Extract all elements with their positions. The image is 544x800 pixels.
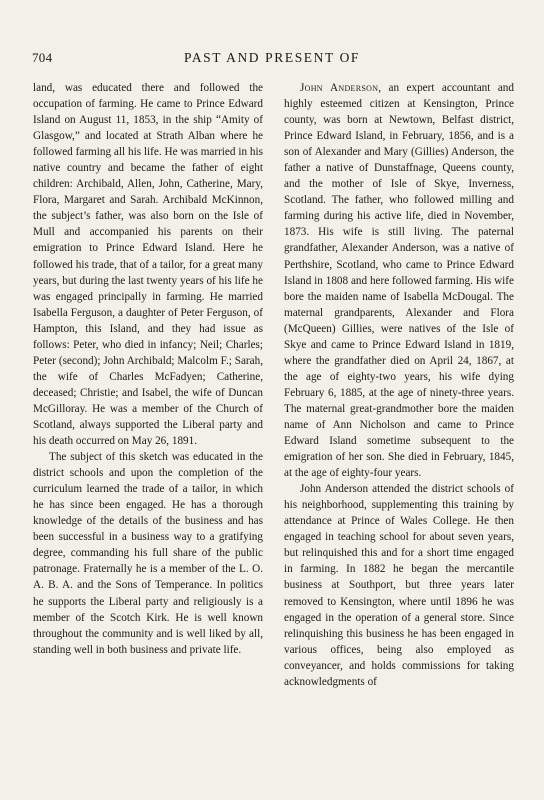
paragraph: John Anderson attended the district schools of his neighborhood, supplementing this training by attendance at Prince of Wales College. He then engaged in teaching school for about seven years, but relinquished this and for a short time engaged in farming. In 1882 he began the mercantile business at Southport, but three years later removed to Kensington, where until 1896 he was engaged in the operation of a general store. Since relinquishing this business he has been engaged in various offices, being also employed as conveyancer, and holds commissions for taking acknowledgments of (284, 483, 514, 688)
left-column (33, 80, 263, 658)
right-column (284, 80, 514, 690)
paragraph (284, 80, 514, 481)
paragraph: The subject of this sketch was educated in the district schools and upon the completion of the curriculum learned the trade of a tailor, in which he has since been engaged. He has a thorough knowledge of the details of the business and has been successful in a business way to a gratifying degree, commanding his full share of the public patronage. Fraternally he is a member of the L. O. A. B. A. and the Sons of Temperance. In politics he supports the Liberal party and religiously is a member of the Scotch Kirk. He is well known throughout the community and is well liked by all, standing well in both business and private life. (33, 451, 263, 656)
paragraph: land, was educated there and followed the occupation of farming. He came to Prince Edward Island on August 11, 1853, in the ship “Amity of Glasgow,” and located at Strath Alban where he followed farming all his life. He was married in his native country and became the father of eight children: Archibald, Allen, John, Catherine, Mary, Flora, Margaret and Sarah. Archibald McKinnon, the subject’s father, was also born on the Isle of Mull and accompanied his parents on their emigration to Prince Edward Island. Here he followed his trade, that of a tailor, for a great many years, but during the last twenty years of his life he was engaged principally in farming. He married Isabella Ferguson, a daughter of Peter Ferguson, of Hampton, this Island, and they had issue as follows: Peter, who died in infancy; Neil; Charles; Peter (second); John Archibald; Malcolm F.; Sarah, the wife of Charles McFadyen; Catherine, deceased; Christie; and Isabel, the wife of Duncan McGilloray. He was a member of the Church of Scotland, always supported the Liberal party and his death occurred on May 26, 1891. (33, 82, 263, 448)
running-title: PAST AND PRESENT OF (183, 50, 361, 65)
paragraph-text: , an expert accountant and highly esteemed citizen at Kensington, Prince county, was born at Newtown, Belfast district, Prince Edward Island, in February, 1856, and is a son of Alexander and Mary (Gillies) Anderson, the father a native of Dunstaffnage, Queens county, and the mother of Isle of Skye, Inverness, Scotland. The father, who followed milling and farming during his active life, died in November, 1873. His wife is still living. The paternal grandfather, Alexander Anderson, was a native of Perthshire, Scotland, who came to Prince Edward Island in 1808 and here followed farming. His wife bore the maiden name of Isabella McDougal. The maternal grandparents, Alexander and Flora (McQueen) Gillies, were natives of the Isle of Skye and came to Prince Edward Island in 1819, where the grandfather died on April 24, 1867, at the age of eighty-two years, his wife dying February 6, 1885, at the age of ninety-three years. The maternal great-grandmother bore the maiden name of Ann Nicholson and came to Prince Edward Island sometime subsequent to the emigration of her son. She died in February, 1845, at the age of eighty-four years. (284, 82, 514, 480)
page-number: 704 (32, 50, 53, 65)
page-header (32, 50, 512, 70)
subject-name: John Anderson (300, 82, 379, 94)
